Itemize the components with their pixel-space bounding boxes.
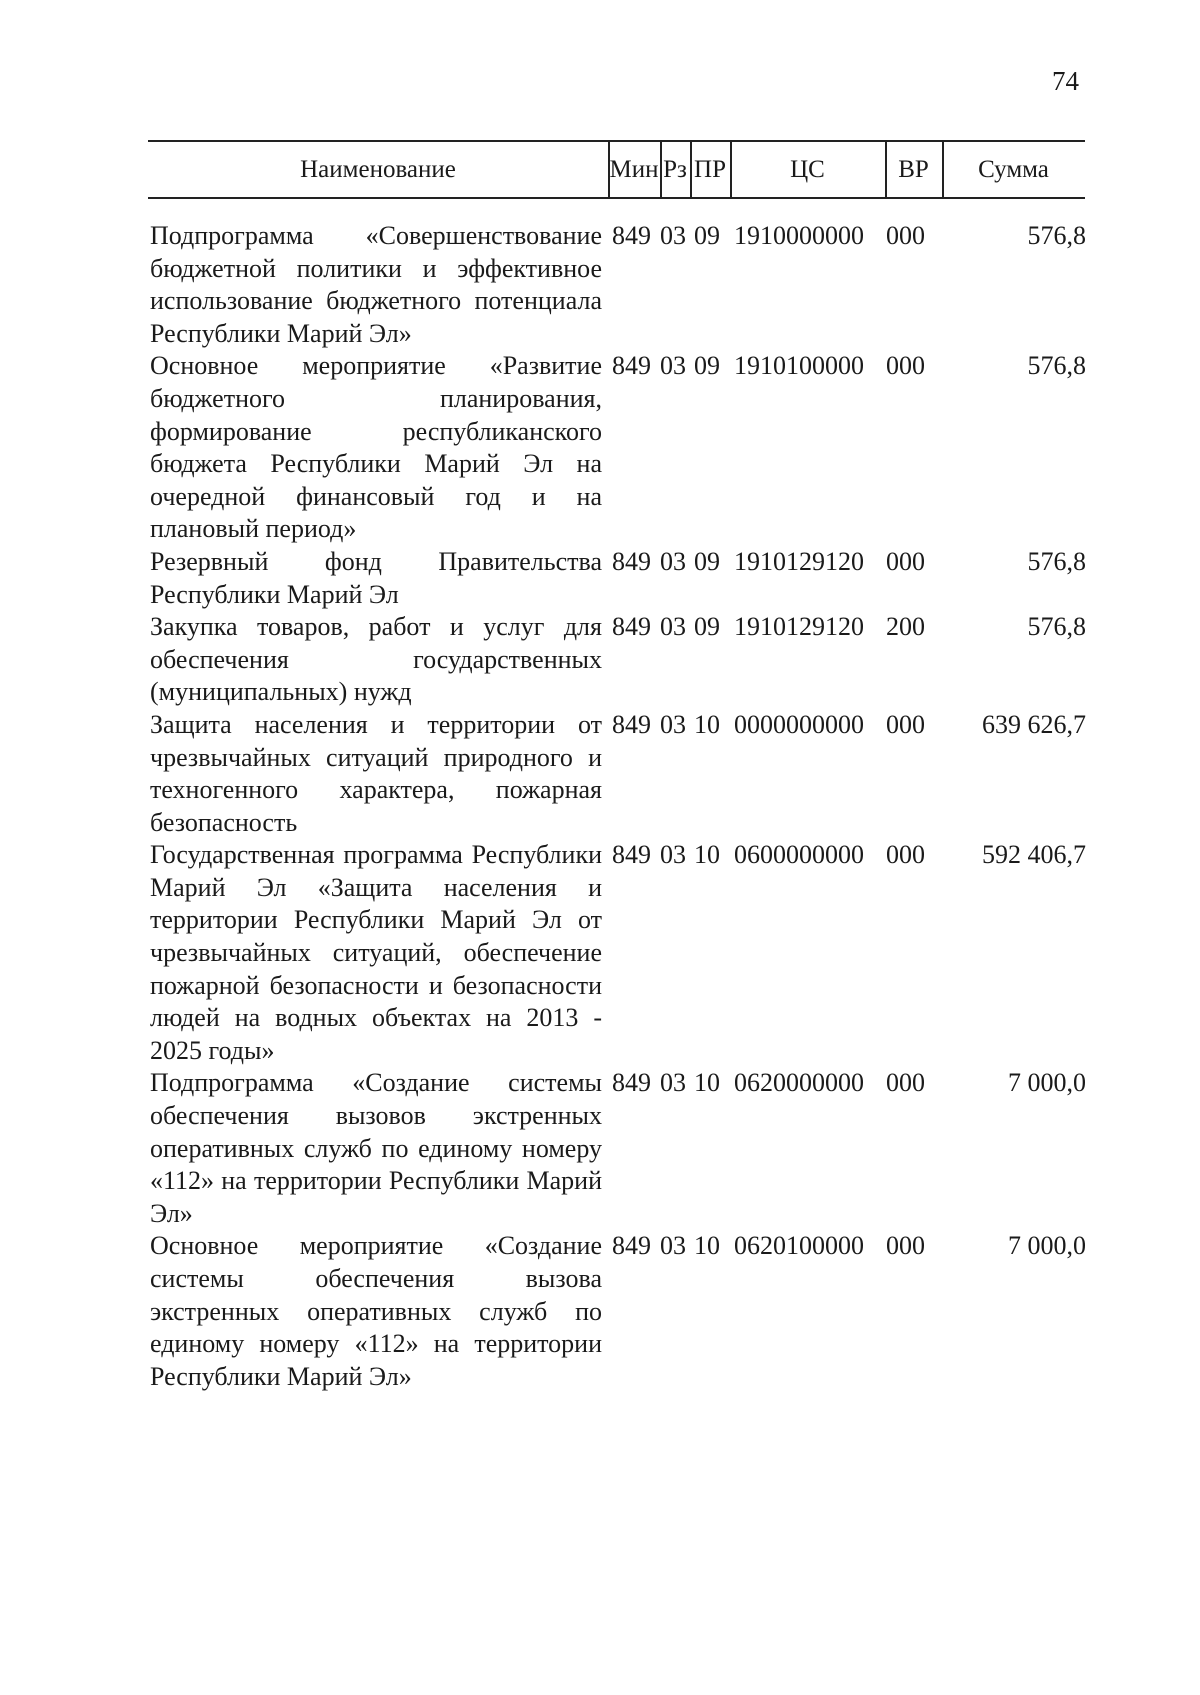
row-cs: 0000000000 — [734, 709, 864, 739]
row-vr: 000 — [886, 709, 925, 739]
row-pr: 09 — [694, 546, 720, 576]
row-sum: 576,8 — [1027, 612, 1086, 642]
row-rz: 03 — [660, 1068, 686, 1098]
row-name: Подпрограмма «Совершенствование бюджетной политики и эффективное использование бюджетного потенциала Республики Марий Эл» — [150, 221, 602, 348]
table-row — [150, 1067, 1100, 1230]
row-cs: 1910100000 — [734, 351, 864, 381]
row-sum: 639 626,7 — [982, 709, 1086, 739]
table-row — [150, 1230, 1100, 1393]
header-vr: ВР — [898, 155, 929, 183]
row-pr: 09 — [694, 612, 720, 642]
header-min: Мин — [609, 155, 659, 183]
row-rz: 03 — [660, 221, 686, 250]
row-cs: 0620000000 — [734, 1068, 864, 1098]
header-rz: Рз — [663, 155, 687, 183]
row-pr: 10 — [694, 709, 720, 739]
row-name: Резервный фонд Правительства Республики Марий Эл — [150, 546, 602, 609]
row-min: 849 — [612, 1068, 651, 1098]
page-number: 74 — [1052, 66, 1079, 96]
table-row — [150, 350, 1100, 546]
row-rz: 03 — [660, 612, 686, 642]
row-pr: 10 — [694, 1068, 720, 1098]
row-min: 849 — [612, 612, 651, 642]
row-min: 849 — [612, 221, 651, 250]
row-sum: 592 406,7 — [982, 840, 1086, 870]
row-vr: 000 — [886, 351, 925, 381]
row-rz: 03 — [660, 709, 686, 739]
row-cs: 1910000000 — [734, 221, 864, 250]
row-cs: 1910129120 — [734, 612, 864, 642]
row-min: 849 — [612, 840, 651, 870]
row-vr: 000 — [886, 840, 925, 870]
header-pr: ПР — [694, 155, 726, 183]
table-body — [150, 220, 1100, 1393]
row-sum: 576,8 — [1027, 221, 1086, 250]
row-sum: 7 000,0 — [1008, 1068, 1086, 1098]
row-cs: 0600000000 — [734, 840, 864, 870]
row-vr: 000 — [886, 546, 925, 576]
row-vr: 200 — [886, 612, 925, 642]
row-min: 849 — [612, 709, 651, 739]
table-row — [150, 709, 1100, 839]
table-row — [150, 611, 1100, 709]
row-name: Защита населения и территории от чрезвычайных ситуаций природного и техногенного характера, пожарная безопасность — [150, 709, 602, 837]
row-rz: 03 — [660, 546, 686, 576]
row-vr: 000 — [886, 1068, 925, 1098]
header-name: Наименование — [300, 155, 456, 183]
row-sum: 576,8 — [1027, 546, 1086, 576]
row-name: Государственная программа Республики Марий Эл «Защита населения и территории Республики Марий Эл от чрезвычайных ситуаций, обеспечение пожарной безопасности и безопасности людей на водных объектах на 2013 - 2025 годы» — [150, 840, 602, 1065]
table-row — [150, 839, 1100, 1067]
row-vr: 000 — [886, 1231, 925, 1261]
table-row — [150, 546, 1100, 611]
row-name: Подпрограмма «Создание системы обеспечения вызовов экстренных оперативных служб по единому номеру «112» на территории Республики Марий Эл» — [150, 1068, 602, 1228]
row-name: Основное мероприятие «Создание системы обеспечения вызова экстренных оперативных служб по единому номеру «112» на территории Республики Марий Эл» — [150, 1231, 602, 1391]
header-cs: ЦС — [790, 155, 825, 183]
row-vr: 000 — [886, 221, 925, 250]
row-cs: 0620100000 — [734, 1231, 864, 1261]
row-pr: 10 — [694, 1231, 720, 1261]
table-header — [148, 140, 1085, 199]
row-sum: 576,8 — [1027, 351, 1086, 381]
row-rz: 03 — [660, 1231, 686, 1261]
row-min: 849 — [612, 546, 651, 576]
row-sum: 7 000,0 — [1008, 1231, 1086, 1261]
row-pr: 09 — [694, 221, 720, 250]
row-min: 849 — [612, 1231, 651, 1261]
row-pr: 10 — [694, 840, 720, 870]
header-sum: Сумма — [978, 155, 1049, 183]
row-rz: 03 — [660, 351, 686, 381]
row-rz: 03 — [660, 840, 686, 870]
table-row — [150, 220, 1100, 350]
row-pr: 09 — [694, 351, 720, 381]
row-name: Основное мероприятие «Развитие бюджетного планирования, формирование республиканского бюджета Республики Марий Эл на очередной финансовый год и на плановый период» — [150, 351, 602, 544]
row-name: Закупка товаров, работ и услуг для обеспечения государственных (муниципальных) нужд — [150, 612, 602, 707]
row-min: 849 — [612, 351, 651, 381]
row-cs: 1910129120 — [734, 546, 864, 576]
